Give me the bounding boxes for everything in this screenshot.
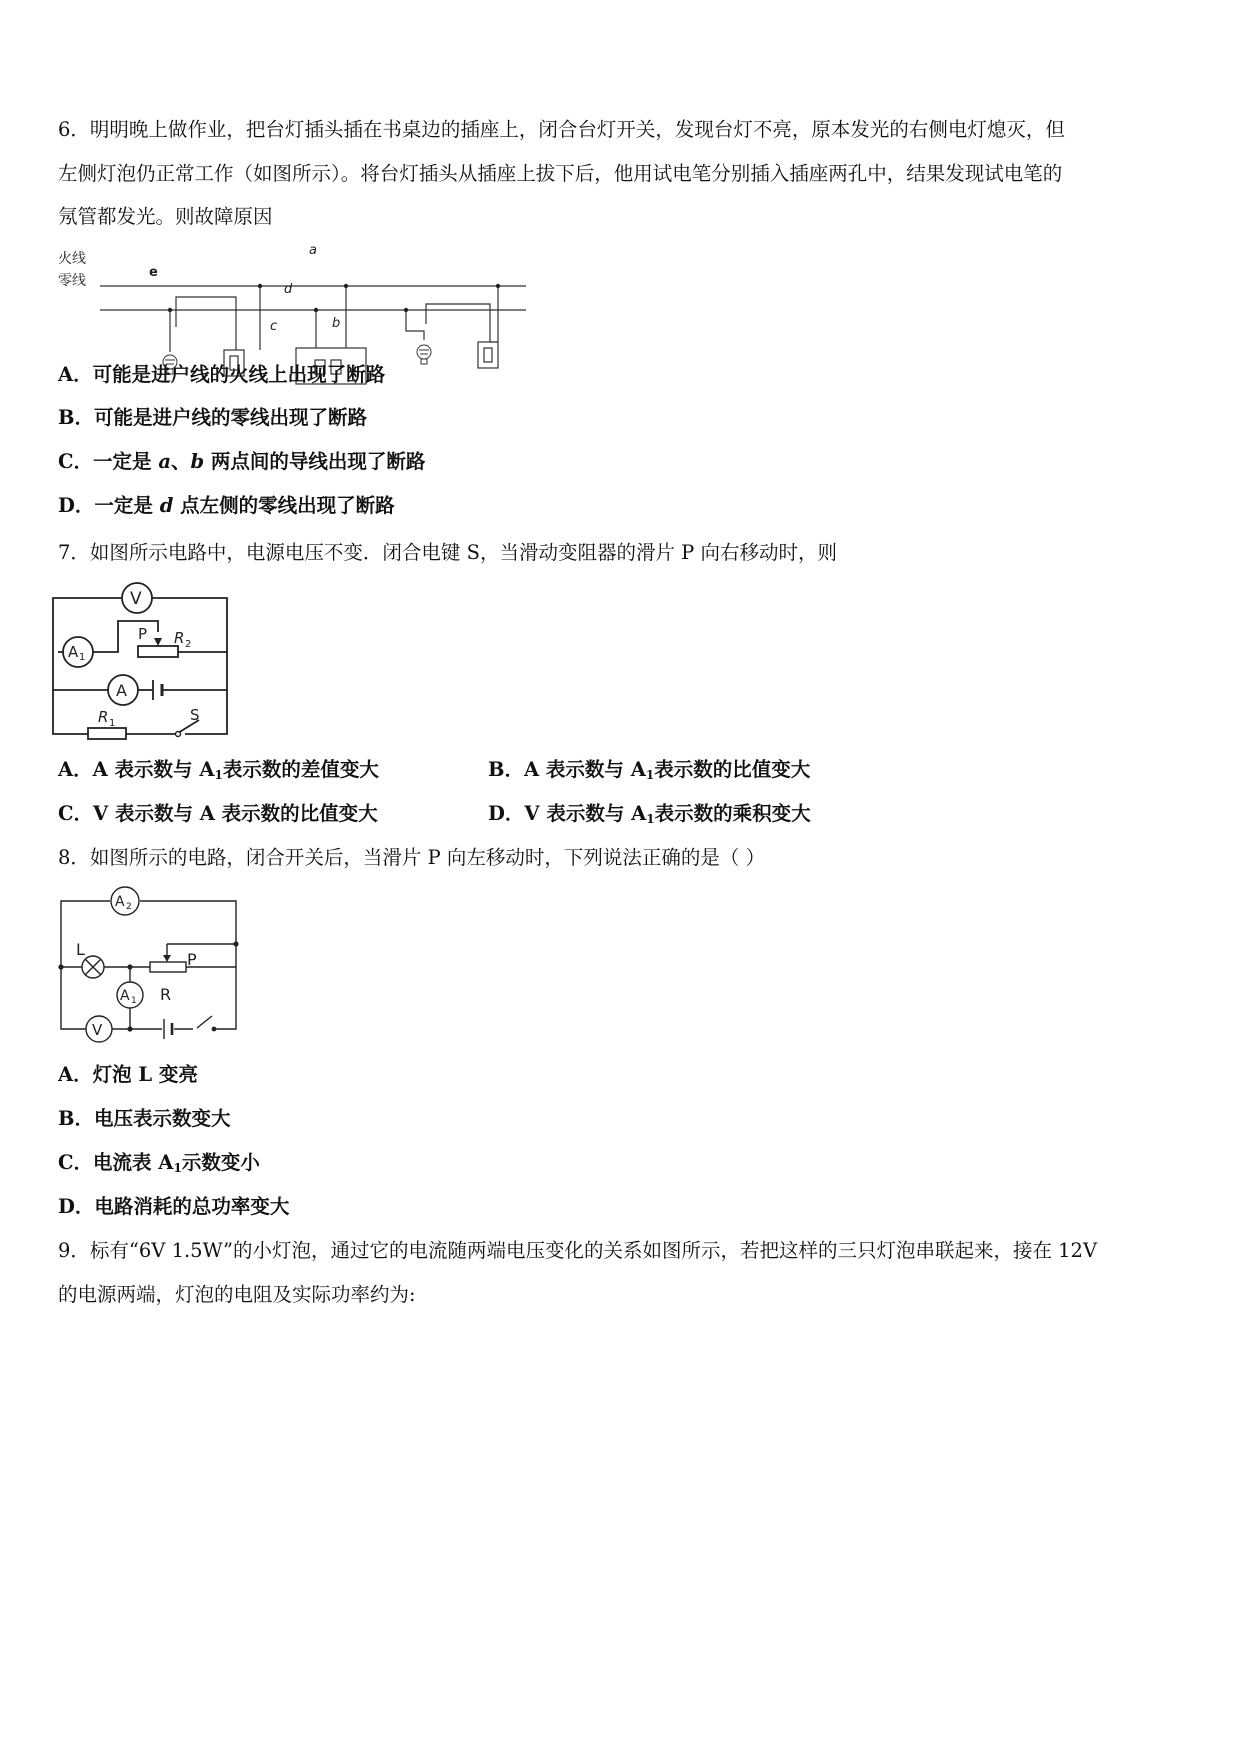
ammeter-a1-label: A bbox=[68, 643, 79, 661]
ammeter-a1-label: A bbox=[120, 988, 130, 1004]
svg-text:1: 1 bbox=[79, 652, 86, 663]
lamp-l-label: L bbox=[76, 940, 85, 959]
q6-option-b[interactable]: B．可能是进户线的零线出现了断路 bbox=[58, 406, 367, 429]
svg-text:2: 2 bbox=[126, 902, 132, 912]
slider-p-label: P bbox=[187, 950, 197, 969]
q6-stem-line1: 6．明明晚上做作业，把台灯插头插在书桌边的插座上，闭合台灯开关，发现台灯不亮，原本发光的右侧电灯熄灭，但 bbox=[58, 118, 1065, 141]
switch-s-label: S bbox=[190, 706, 200, 724]
q6-option-a[interactable]: A．可能是进户线的火线上出现了断路 bbox=[58, 363, 386, 386]
q6-option-d[interactable]: D．一定是 d 点左侧的零线出现了断路 bbox=[58, 494, 395, 517]
point-d-label: d bbox=[284, 282, 293, 297]
q6-stem-line3: 氖管都发光。则故障原因 bbox=[58, 205, 273, 228]
q7-option-c[interactable]: C．V 表示数与 A 表示数的比值变大 bbox=[58, 802, 378, 825]
q9-stem-line1: 9．标有“6V 1.5W”的小灯泡，通过它的电流随两端电压变化的关系如图所示，若把这样的三只灯泡串联起来，接在 12V bbox=[58, 1239, 1098, 1262]
ammeter-a2-label: A bbox=[115, 894, 125, 910]
point-c-label: c bbox=[270, 319, 278, 334]
q8-circuit-figure bbox=[52, 885, 252, 1055]
svg-text:2: 2 bbox=[185, 639, 192, 650]
r2-label: R bbox=[174, 629, 185, 647]
q8-option-c[interactable]: C．电流表 $A_1$示数变小 bbox=[58, 1151, 260, 1175]
q7-circuit-figure bbox=[50, 580, 240, 740]
q6-option-c[interactable]: C．一定是 a、b 两点间的导线出现了断路 bbox=[58, 450, 426, 473]
slider-p-label: P bbox=[138, 625, 148, 643]
neutral-wire-label: 零线 bbox=[58, 273, 86, 289]
ammeter-a-label: A bbox=[116, 681, 127, 700]
voltmeter-label: V bbox=[130, 589, 142, 609]
voltmeter-label: V bbox=[92, 1021, 103, 1039]
svg-text:1: 1 bbox=[131, 996, 137, 1006]
point-a-label: a bbox=[309, 243, 317, 258]
q6-stem-line2: 左侧灯泡仍正常工作（如图所示）。将台灯插头从插座上拔下后，他用试电笔分别插入插座两孔中，结果发现试电笔的 bbox=[58, 162, 1063, 185]
q8-option-a[interactable]: A．灯泡 L 变亮 bbox=[58, 1063, 198, 1086]
q9-stem-line2: 的电源两端，灯泡的电阻及实际功率约为: bbox=[58, 1283, 416, 1306]
point-e-label: e bbox=[149, 265, 158, 280]
q7-option-a[interactable]: A．A 表示数与 $A_1$表示数的差值变大 bbox=[58, 758, 379, 782]
r1-label: R bbox=[98, 708, 109, 726]
q8-stem: 8．如图所示的电路，闭合开关后，当滑片 P 向左移动时，下列说法正确的是（ ） bbox=[58, 846, 766, 869]
q7-option-d[interactable]: D．V 表示数与 $A_1$表示数的乘积变大 bbox=[488, 802, 811, 826]
q7-stem: 7．如图所示电路中，电源电压不变．闭合电键 S，当滑动变阻器的滑片 P 向右移动时，则 bbox=[58, 541, 837, 564]
q8-option-b[interactable]: B．电压表示数变大 bbox=[58, 1107, 231, 1130]
svg-text:1: 1 bbox=[109, 718, 116, 729]
q8-option-d[interactable]: D．电路消耗的总功率变大 bbox=[58, 1195, 290, 1218]
q7-option-b[interactable]: B．A 表示数与 $A_1$表示数的比值变大 bbox=[488, 758, 811, 782]
live-wire-label: 火线 bbox=[58, 251, 86, 267]
rheostat-r-label: R bbox=[160, 985, 172, 1004]
point-b-label: b bbox=[332, 316, 341, 331]
